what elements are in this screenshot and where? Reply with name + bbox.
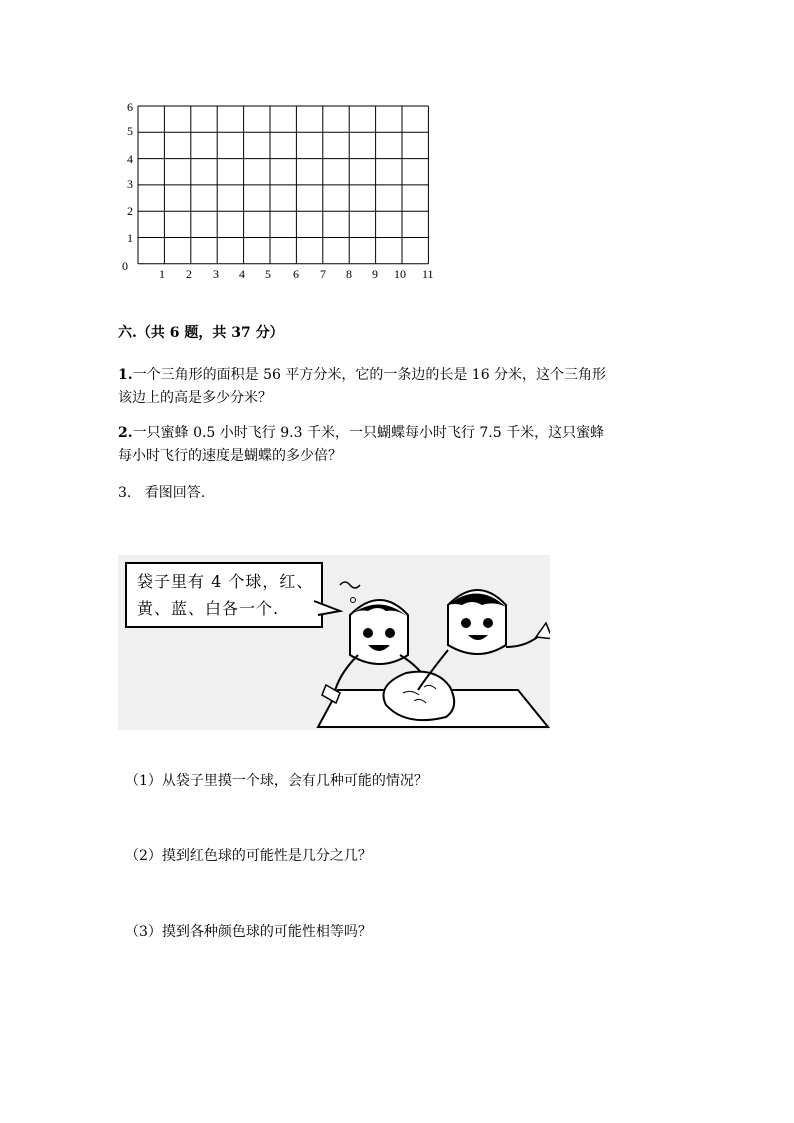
x-tick-label: 2 (186, 267, 192, 281)
x-tick-label: 8 (346, 267, 352, 281)
sub-question-2: （2）摸到红色球的可能性是几分之几？ (125, 848, 372, 864)
question-number: 2. (118, 425, 133, 441)
question-text: 每小时飞行的速度是蝴蝶的多少倍？ (118, 448, 342, 464)
sub-question-3: （3）摸到各种颜色球的可能性相等吗？ (125, 924, 372, 940)
sub-question-1: （1）从袋子里摸一个球，会有几种可能的情况？ (125, 773, 428, 789)
y-tick-label: 1 (127, 231, 133, 245)
question-number: 3. (118, 485, 132, 501)
question-text: 一个三角形的面积是 56 平方分米，它的一条边的长是 16 分米，这个三角形 (132, 367, 607, 383)
section-title: 六.（共 6 题，共 37 分） (118, 325, 284, 341)
x-tick-label: 5 (265, 267, 271, 281)
y-tick-label: 6 (127, 100, 133, 114)
question-number: 1. (118, 367, 133, 383)
x-tick-label: 1 (159, 267, 165, 281)
x-tick-label: 4 (239, 267, 245, 281)
y-tick-label: 5 (127, 124, 133, 138)
question-1 (118, 364, 678, 410)
bubble-line: 袋子里有 4 个球，红、 (137, 572, 314, 591)
x-tick-label: 3 (213, 267, 219, 281)
speech-bubble-text (137, 568, 322, 622)
coordinate-grid (118, 96, 448, 288)
question-3 (118, 482, 678, 505)
x-tick-label: 6 (293, 267, 299, 281)
x-tick-label: 11 (422, 267, 434, 281)
x-tick-label: 9 (372, 267, 378, 281)
question-2 (118, 422, 678, 468)
y-tick-label: 3 (127, 177, 133, 191)
question-text: 该边上的高是多少分米？ (118, 390, 272, 406)
bubble-line: 黄、蓝、白各一个. (137, 599, 280, 618)
y-tick-label: 2 (127, 204, 133, 218)
question-text: 看图回答. (144, 485, 206, 501)
grid-lines (118, 96, 448, 288)
question-text: 一只蜜蜂 0.5 小时飞行 9.3 千米，一只蝴蝶每小时飞行 7.5 千米，这只蜜蜂 (132, 425, 605, 441)
y-tick-label: 0 (122, 259, 128, 273)
x-tick-label: 7 (320, 267, 326, 281)
x-tick-label: 10 (394, 267, 406, 281)
y-tick-label: 4 (127, 152, 133, 166)
